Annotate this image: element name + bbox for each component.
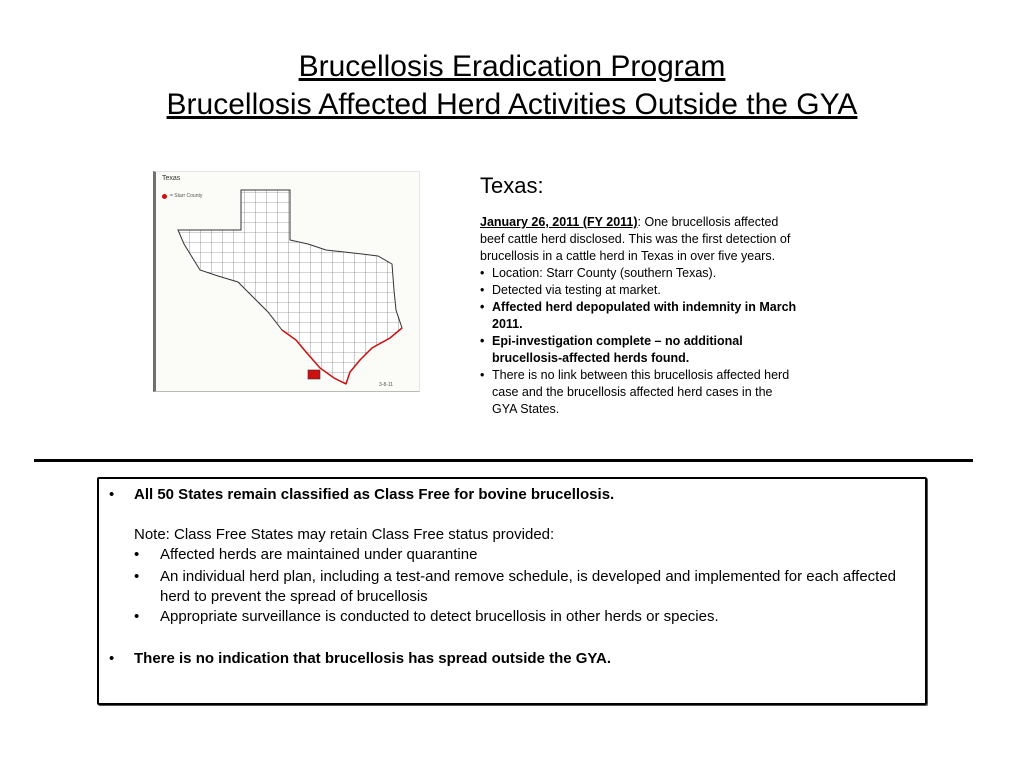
map-state-label: Texas	[162, 175, 181, 182]
info-bullet-no-link: • There is no link between this brucellosis affected herd case and the brucellosis affected herd cases in the GYA States.	[480, 367, 800, 418]
legend-label: = Starr County	[170, 193, 203, 199]
box-sub-quarantine: Affected herds are maintained under quarantine	[160, 546, 478, 563]
map-date: 3-8-11	[379, 382, 394, 388]
section-divider	[34, 459, 973, 462]
sub-bullet-marker: •	[134, 568, 140, 585]
texas-county-map	[153, 171, 420, 392]
class-free-summary-box	[97, 477, 927, 705]
map-legend	[162, 193, 202, 199]
sub-bullet-marker: •	[134, 546, 140, 563]
box-bullet-no-spread: There is no indication that brucellosis has spread outside the GYA.	[134, 650, 612, 667]
box-bullet-class-free: All 50 States remain classified as Class Free for bovine brucellosis.	[134, 486, 615, 503]
info-bullet-location: • Location: Starr County (southern Texas).	[480, 265, 800, 282]
legend-dot-icon	[162, 194, 167, 199]
slide-title	[0, 48, 1024, 124]
box-note: Note: Class Free States may retain Class Free status provided:	[134, 526, 555, 543]
info-date: January 26, 2011 (FY 2011)	[480, 215, 638, 229]
title-line-1: Brucellosis Eradication Program	[298, 50, 726, 83]
info-state-heading: Texas:	[480, 173, 544, 198]
sub-bullet-marker: •	[134, 608, 140, 625]
texas-map-graphic	[156, 172, 420, 391]
starr-county-highlight	[308, 370, 320, 379]
box-sub-surveillance: Appropriate surveillance is conducted to detect brucellosis in other herds or species.	[160, 608, 719, 625]
title-line-2: Brucellosis Affected Herd Activities Outside the GYA	[166, 88, 858, 121]
info-intro	[480, 214, 800, 265]
box-bullet-marker: •	[109, 486, 115, 503]
info-bullet-list	[480, 265, 800, 418]
box-bullet-marker: •	[109, 650, 115, 667]
box-sub-herd-plan: An individual herd plan, including a test-and remove schedule, is developed and implemented for each affected herd to prevent the spread of brucellosis	[160, 568, 897, 605]
texas-info-panel	[480, 172, 800, 418]
info-intro-text: : One brucellosis affected beef cattle herd disclosed. This was the first detection of brucellosis in a cattle herd in Texas in over five years.	[480, 215, 791, 263]
info-bullet-detection: • Detected via testing at market.	[480, 282, 800, 299]
info-bullet-depopulated: • Affected herd depopulated with indemnity in March 2011.	[480, 299, 800, 333]
info-bullet-epi: • Epi-investigation complete – no additional brucellosis-affected herds found.	[480, 333, 800, 367]
